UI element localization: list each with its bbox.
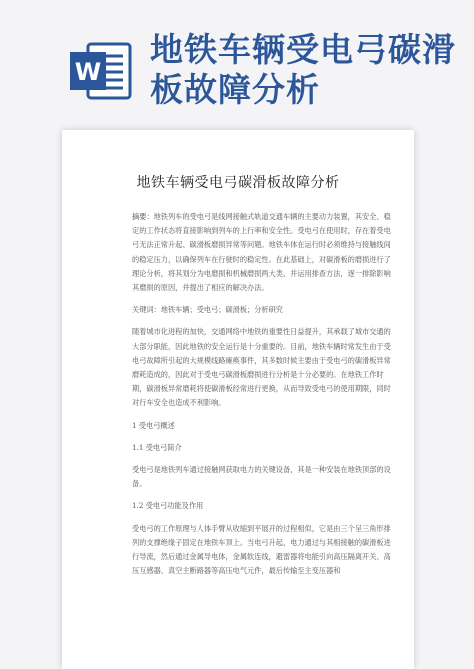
paragraph-1-1: 受电弓是地铁列车通过接触网获取电力的关键设备，其是一种安装在地铁顶部的设备。 xyxy=(132,465,391,489)
paragraph-1-2: 受电弓的工作原理与人体手臂从收缩到平展开的过程相似，它是由三个呈三角形排列的支撑绝缘子固定在地铁车顶上。当电弓升起，电力通过与其相接触的碳滑板进行导流，然后通过金属导电体，金属软连线，避雷器将电能引向高压隔离开关、高压互感器、真空主断路器等高压电气元件，最后传输至主变压器和 xyxy=(132,523,391,576)
document-title: 地铁车辆受电弓碳滑板故障分析 xyxy=(136,175,340,191)
document-page xyxy=(62,130,414,669)
section-heading-1-2: 1.2 受电弓功能及作用 xyxy=(132,501,204,511)
abstract-paragraph xyxy=(132,210,394,295)
abstract-text: 地铁列车的受电弓是线网接触式轨道交通车辆的主要动力装置，其安全、稳定的工作状态将直接影响到列车的上行率和安全性。受电弓在使用时，存在着受电弓无法正常升起、碳滑板磨损异常等问题。地铁车体在运行时必须维持与接触线间的稳定压力，以确保列车在行驶时的稳定性。在此基础上，对碳滑板的磨损进行了理论分析，将其划分为电磨损和机械磨损两大类，并运用排查方法，逐一排除影响其磨损的原因，并提出了相应的解决办法。 xyxy=(132,212,391,293)
word-icon xyxy=(68,38,134,104)
word-logo-letter: W xyxy=(74,58,102,86)
keywords: 关键词：地铁车辆；受电弓；碳滑板；分析研究 xyxy=(132,305,283,315)
section-heading-1: 1 受电弓概述 xyxy=(132,420,175,430)
section-heading-1-1: 1.1 受电弓简介 xyxy=(132,442,182,452)
abstract-label: 摘要： xyxy=(132,212,154,221)
intro-paragraph: 随着城市化进程的加快，交通网络中地铁的重要性日益提升，其承载了城市交通的大部分职能，因此地铁的安全运行是十分重要的。目前，地铁车辆时常发生由于受电弓故障所引起的大规模线路瘫痪事件，其多数时候主要由于受电弓的碳滑板异常磨耗造成的，因此对于受电弓碳滑板磨损进行分析是十分必要的。在地铁工作时期，碳滑板异常磨耗将使碳滑板经常进行更换，从而导致受电弓的使用期限，同时对行车安全也造成不利影响。 xyxy=(132,327,391,408)
document-body xyxy=(132,210,394,586)
page-title: 地铁车辆受电弓碳滑板故障分析 xyxy=(150,30,456,109)
